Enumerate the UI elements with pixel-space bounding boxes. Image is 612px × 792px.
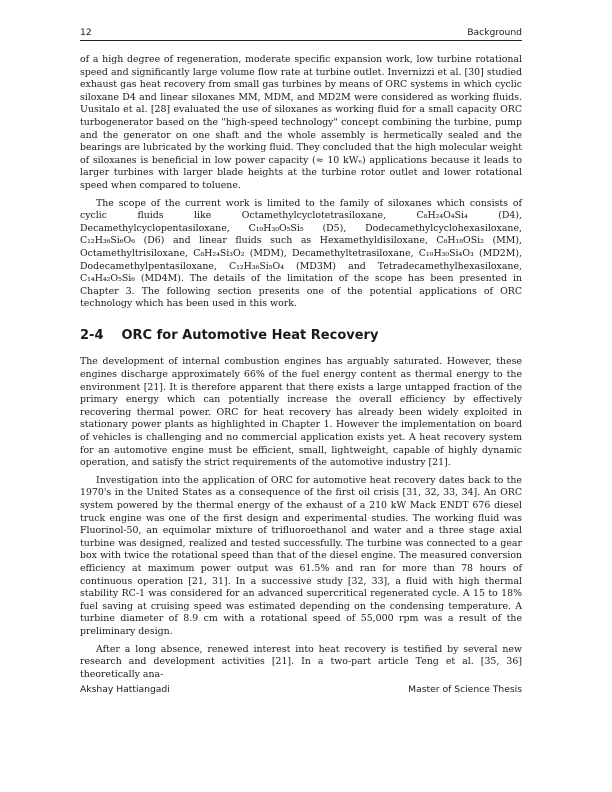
author-name: Akshay Hattiangadi (80, 683, 170, 695)
running-footer (80, 682, 522, 696)
body-text (80, 54, 522, 686)
paragraph: Investigation into the application of ORC for automotive heat recovery dates back to the 1970's in the United States as a consequence of the first oil crisis [31, 32, 33, 34]. An ORC system powered by the thermal energy of the exhaust of a 210 kW Mack ENDT 676 diesel truck engine was one of the first design and experimental studies. The working fluid was Fluorinol-50, an equimolar mixture of trifluoroethanol and water and a three stage axial turbine was designed, realized and tested successfully. The turbine was connected to a gear box with twice the rotational speed than that of the diesel engine. The measured conversion efficiency at maximum power output was 61.5% and ran for more than 78 hours of continuous operation [21, 31]. In a successive study [32, 33], a fluid with high thermal stability RC-1 was considered for an advanced supercritical regenerated cycle. A 15 to 18% fuel saving at cruising speed was estimated depending on the condensing temperature. A turbine diameter of 8.9 cm with a rotational speed of 55,000 rpm was a result of the preliminary design. (80, 474, 522, 637)
running-header (80, 22, 522, 41)
page-number: 12 (80, 27, 92, 38)
section-number: 2-4 (80, 327, 104, 343)
chapter-title: Background (467, 27, 522, 38)
paragraph: The development of internal combustion engines has arguably saturated. However, these engines discharge approximately 66% of the fuel energy content as thermal energy to the environment [21]. It is therefore apparent that there exists a large untapped fraction of the primary energy which can potentially increase the overall efficiency by effectively recovering thermal power. ORC for heat recovery has already been widely exploited in stationary power plants as highlighted in Chapter 1. However the implementation on board of vehicles is challenging and no commercial application exists yet. A heat recovery system for an automotive engine must be efficient, small, lightweight, capable of highly dynamic operation, and satisfy the strict requirements of the automotive industry [21]. (80, 356, 522, 469)
document-type: Master of Science Thesis (408, 683, 522, 695)
paragraph: After a long absence, renewed interest into heat recovery is testified by several new research and development activities [21]. In a two-part article Teng et al. [35, 36] theoretically ana- (80, 643, 522, 680)
paragraph: of a high degree of regeneration, moderate specific expansion work, low turbine rotational speed and significantly large volume flow rate at turbine outlet. Invernizzi et al. [30] studied exhaust gas heat recovery from small gas turbines by means of ORC systems in which cyclic siloxane D4 and linear siloxanes MM, MDM, and MD2M were considered as working fluids. Uusitalo et al. [28] evaluated the use of siloxanes as working fluid for a small capacity ORC turbogenerator based on the "high-speed technology" concept combining the turbine, pump and the generator on one shaft and the whole assembly is hermetically sealed and the bearings are lubricated by the working fluid. They concluded that the high molecular weight of siloxanes is beneficial in low power capacity (≈ 10 kWₑ) applications because it leads to larger turbines with larger blade heights at the turbine rotor outlet and lower rotational speed when compared to toluene. (80, 54, 522, 191)
section-title: ORC for Automotive Heat Recovery (121, 327, 379, 343)
paragraph: The scope of the current work is limited to the family of siloxanes which consists of cyclic fluids like Octamethylcyclotetrasiloxane, C₈H₂₄O₄Si₄ (D4), Decamethylcyclopentasiloxane, C₁₀H₃₀O₅Si₅ (D5), Dodecamethylcyclohexasiloxane, C₁₂H₃₆Si₆O₆ (D6) and linear fluids such as Hexamethyldisiloxane, C₆H₁₈OSi₂ (MM), Octamethyltrisiloxane, C₈H₂₄Si₃O₂ (MDM), Decamethyltetrasiloxane, C₁₀H₃₀Si₄O₃ (MD2M), Dodecamethylpentasiloxane, C₁₂H₃₆Si₅O₄ (MD3M) and Tetradecamethylhexasiloxane, C₁₄H₄₂O₅Si₆ (MD4M). The details of the limitation of the scope has been presented in Chapter 3. The following section presents one of the potential applications of ORC technology which has been used in this work. (80, 197, 522, 310)
section-heading (80, 327, 522, 343)
